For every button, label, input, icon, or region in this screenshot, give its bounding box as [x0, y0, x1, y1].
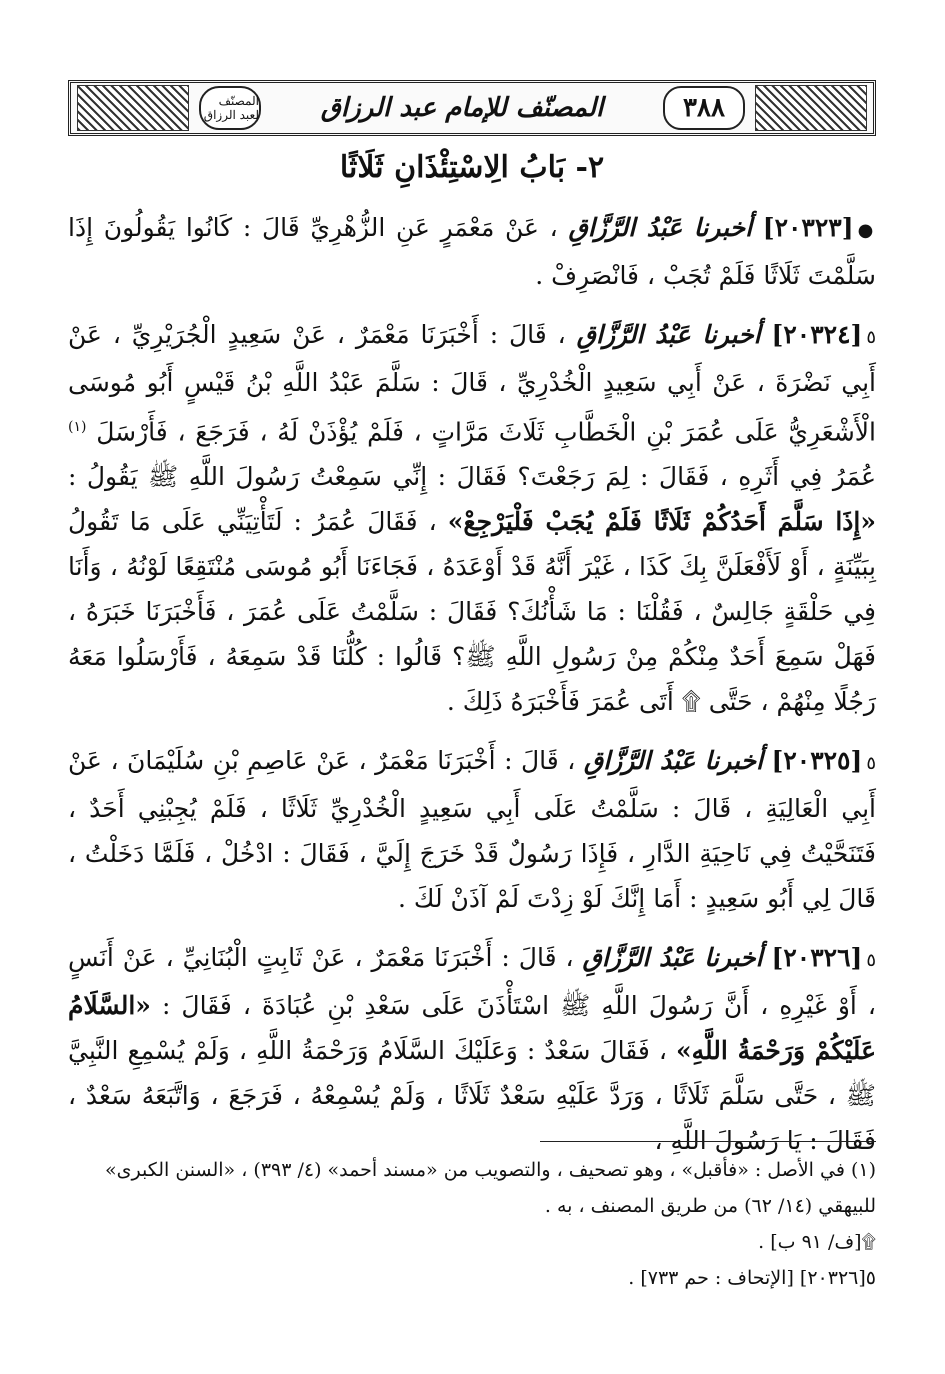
hadith-20324 [68, 312, 876, 724]
paragraph-marker: ٥ [866, 327, 877, 348]
hadith-number: [٢٠٣٢٤] [771, 320, 863, 349]
hadith-text: ، عَنْ مَعْمَرٍ عَنِ الزُّهْرِيِّ قَالَ : كَانُوا يَقُولُونَ إِذَا سَلَّمْتَ ثَلَاثًا فَلَمْ تُجَبْ ، فَانْصَرِفْ . [68, 213, 876, 290]
hadith-text: ، فَقَالَ عُمَرُ : لَتَأْتِيَنِّي عَلَى مَا تَقُولُ بِبَيِّنَةٍ ، أَوْ لَأَفْعَلَنَّ بِكَ كَذَا ، غَيْرَ أَنَّهُ قَدْ أَوْعَدَهُ ، فَجَاءَنَا أَبُو مُوسَى مُنْتَقِعًا لَوْنُهُ ، وَأَنَا فِي حَلْقَةٍ جَالِسٌ ، فَقُلْنَا : مَا شَأْنُكَ؟ فَقَالَ : سَلَّمْتُ عَلَى عُمَرَ ، فَأَخْبَرَنَا خَبَرَهُ ، فَهَلْ سَمِعَ أَحَدٌ مِنْكُمْ مِنْ رَسُولِ اللَّهِ ﷺ؟ قَالُوا : كُلُّنَا قَدْ سَمِعَهُ ، فَأَرْسَلُوا مَعَهُ رَجُلًا مِنْهُمْ ، حَتَّى [68, 507, 876, 717]
prophetic-quote: «السَّلَامُ عَلَيْكُمْ وَرَحْمَةُ اللَّهِ» [68, 991, 876, 1066]
hadith-text: أَتَى عُمَرَ فَأَخْبَرَهُ ذَلِكَ . [446, 687, 674, 717]
isnad-opening: أخبرنا عَبْدُ الرَّزَّاقِ [583, 746, 763, 776]
hadith-text: ، فَقَالَ سَعْدٌ : وَعَلَيْكَ السَّلَامُ وَرَحْمَةُ اللَّهِ ، وَلَمْ يُسْمِعِ النَّبِيَّ ﷺ ، حَتَّى سَلَّمَ ثَلَاثًا ، وَرَدَّ عَلَيْهِ سَعْدٌ ثَلَاثًا ، وَلَمْ يُسْمِعْهُ ، فَرَجَعَ ، وَاتَّبَعَهُ سَعْدٌ ، فَقَالَ : يَا رَسُولَ اللَّهِ ، [68, 1036, 876, 1156]
isnad-opening: أخبرنا عَبْدُ الرَّزَّاقِ [576, 320, 761, 349]
hadith-number: [٢٠٣٢٦] [771, 943, 863, 973]
main-text [68, 205, 876, 1177]
hadith-text: عُمَرُ فِي أَثَرِهِ ، فَقَالَ : لِمَ رَجَعْتَ؟ فَقَالَ : إِنِّي سَمِعْتُ رَسُولَ اللَّهِ ﷺ يَقُولُ : [68, 462, 876, 492]
hadith-20323 [68, 205, 876, 298]
hadith-text: ، قَالَ : أَخْبَرَنَا مَعْمَرٌ ، عَنْ ثَابِتٍ الْبُنَانِيِّ ، عَنْ أَنَسٍ ، أَوْ غَيْرِهِ ، أَنَّ رَسُولَ اللَّهِ ﷺ اسْتَأْذَنَ عَلَى سَعْدِ بْنِ عُبَادَةَ ، فَقَالَ : [68, 943, 876, 1021]
book-logo: المصنّف لعبد الرزاق [199, 86, 261, 130]
footnote-1: (١) في الأصل : «فأقبل» ، وهو تصحيف ، والتصويب من «مسند أحمد» (٤/ ٣٩٣) ، «السنن الكبرى» للبيهقي (١٤/ ٦٢) من طريق المصنف ، به . [105, 1159, 876, 1217]
page-header [68, 80, 876, 136]
hadith-number: [٢٠٣٢٣] [762, 213, 854, 242]
ithaf-note: ٥[٢٠٣٢٦] [الإتحاف : حم ٧٣٣] . [628, 1267, 876, 1289]
hadith-text: ، قَالَ : أَخْبَرَنَا مَعْمَرٌ ، عَنْ عَاصِمِ بْنِ سُلَيْمَانَ ، عَنْ أَبِي الْعَالِيَةِ ، قَالَ : سَلَّمْتُ عَلَى أَبِي سَعِيدٍ الْخُدْرِيِّ ثَلَاثًا ، فَلَمْ يُجِبْنِي أَحَدٌ ، فَتَنَحَّيْتُ فِي نَاحِيَةِ الدَّارِ ، فَإِذَا رَسُولٌ قَدْ خَرَجَ إِلَيَّ ، فَقَالَ : ادْخُلْ ، فَلَمَّا دَخَلْتُ ، قَالَ لِي أَبُو سَعِيدٍ : أَمَا إِنَّكَ لَوْ زِدْتَ لَمْ آذَنْ لَكَ . [68, 746, 876, 914]
folio-note: ۩[ف/ ٩١ ب] . [758, 1231, 876, 1253]
hadith-number: [٢٠٣٢٥] [771, 746, 863, 776]
footnote-reference: (١) [68, 419, 87, 435]
hadith-20326 [68, 935, 876, 1163]
left-ornament [77, 85, 189, 131]
chapter-title: ٢- بَابُ الِاسْتِئْذَانِ ثَلَاثًا [339, 150, 605, 185]
hadith-20325 [68, 738, 876, 921]
prophetic-quote: «إِذَا سَلَّمَ أَحَدُكُمْ ثَلَاثًا فَلَمْ يُجَبْ فَلْيَرْجِعْ» [447, 507, 876, 537]
hadith-text: ، قَالَ : أَخْبَرَنَا مَعْمَرٌ ، عَنْ سَعِيدٍ الْجُرَيْرِيِّ ، عَنْ أَبِي نَضْرَةَ ، عَنْ أَبِي سَعِيدٍ الْخُدْرِيِّ ، قَالَ : سَلَّمَ عَبْدُ اللَّهِ بْنُ قَيْسٍ أَبُو مُوسَى الْأَشْعَرِيُّ عَلَى عُمَرَ بْنِ الْخَطَّابِ ثَلَاثَ مَرَّاتٍ ، فَلَمْ يُؤْذَنْ لَهُ ، فَرَجَعَ ، فَأَرْسَلَ [68, 320, 876, 447]
folio-mark: ۩ [681, 687, 701, 717]
footnotes [68, 1152, 876, 1296]
isnad-opening: أخبرنا عَبْدُ الرَّزَّاقِ [568, 213, 753, 242]
paragraph-marker: ٥ [866, 950, 877, 972]
paragraph-marker: ● [857, 220, 877, 241]
paragraph-marker: ٥ [866, 753, 876, 775]
footnote-divider [540, 1141, 876, 1142]
isnad-opening: أخبرنا عَبْدُ الرَّزَّاقِ [582, 943, 763, 973]
right-ornament [755, 85, 867, 131]
running-title: المصنّف للإمام عبد الرزاق [320, 93, 604, 123]
page-number: ٣٨٨ [663, 86, 745, 130]
